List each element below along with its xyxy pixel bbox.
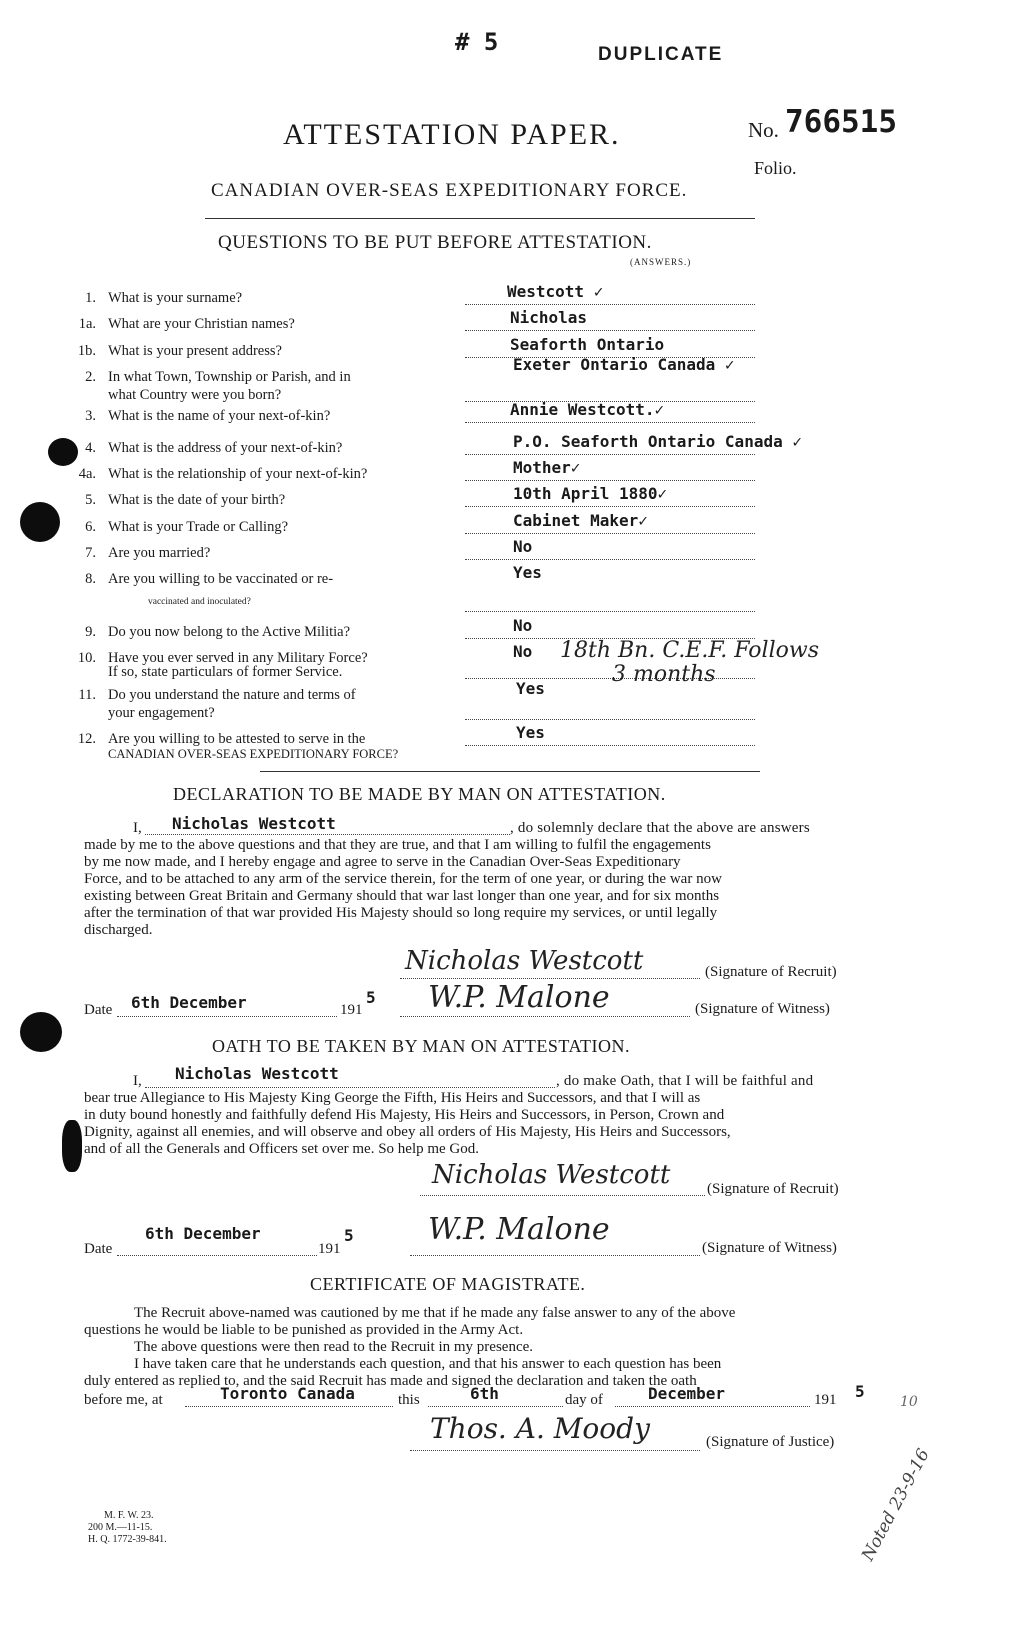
oath-name: Nicholas Westcott xyxy=(175,1064,339,1083)
question-number: 7. xyxy=(85,545,96,561)
declaration-line: by me now made, and I hereby engage and agree to serve in the Canadian Over-Seas Expeditionary xyxy=(84,854,681,870)
handwritten-service-duration: 3 months xyxy=(612,662,716,687)
certificate-line: I have taken care that he understands each question, and that his answer to each question has been xyxy=(134,1356,722,1372)
certificate-place: Toronto Canada xyxy=(220,1384,355,1403)
answer-value: Annie Westcott.✓ xyxy=(510,400,665,419)
question-text-continued: CANADIAN OVER-SEAS EXPEDITIONARY FORCE? xyxy=(108,747,399,761)
answer-value: Mother✓ xyxy=(513,458,581,477)
certificate-line: questions he would be liable to be punished as provided in the Army Act. xyxy=(84,1322,524,1338)
declaration-line1-tail: , do solemnly declare that the above are answers xyxy=(510,820,810,836)
answer-line xyxy=(465,422,755,423)
question-number: 1. xyxy=(85,290,96,306)
serial-number: 766515 xyxy=(785,104,897,140)
certificate-line: The above questions were then read to the Recruit in my presence. xyxy=(134,1339,534,1355)
certificate-month: December xyxy=(648,1384,726,1403)
question-text: Are you married? xyxy=(108,545,211,561)
oath-line1-tail: , do make Oath, that I will be faithful and xyxy=(556,1073,814,1089)
oath-name-line xyxy=(145,1087,555,1088)
question-text: Have you ever served in any Military Force? xyxy=(108,650,368,666)
questions-divider xyxy=(260,771,760,772)
answer-value: Seaforth Ontario xyxy=(510,335,665,354)
question-number: 4. xyxy=(85,440,96,456)
certificate-place-line xyxy=(185,1406,393,1407)
question-text: What is the name of your next-of-kin? xyxy=(108,408,331,424)
oath-year-digit: 5 xyxy=(344,1226,354,1245)
certificate-month-line xyxy=(615,1406,810,1407)
question-number: 5. xyxy=(85,492,96,508)
oath-body xyxy=(84,1090,884,1158)
answer-value: Westcott ✓ xyxy=(507,282,604,301)
answer-line xyxy=(465,330,755,331)
declaration-date: 6th December xyxy=(131,993,247,1012)
folio-label: Folio. xyxy=(754,158,797,178)
question-text-continued: what Country were you born? xyxy=(108,387,282,403)
question-number: 8. xyxy=(85,571,96,587)
certificate-year-digit: 5 xyxy=(855,1382,865,1401)
document-subtitle: CANADIAN OVER-SEAS EXPEDITIONARY FORCE. xyxy=(211,180,688,201)
declaration-date-line xyxy=(117,1016,337,1017)
question-number: 1a. xyxy=(78,316,96,332)
justice-signature-line xyxy=(410,1450,700,1451)
day-of-label: day of xyxy=(565,1392,603,1408)
certificate-day-line xyxy=(428,1406,563,1407)
form-code-line: 200 M.—11-15. xyxy=(88,1522,153,1533)
oath-recruit-signature: Nicholas Westcott xyxy=(432,1160,671,1190)
oath-recruit-signature-label: (Signature of Recruit) xyxy=(707,1181,839,1197)
answer-line xyxy=(465,533,755,534)
answer-line xyxy=(465,559,755,560)
answer-value: Nicholas xyxy=(510,308,588,327)
question-number: 1b. xyxy=(77,343,96,359)
certificate-heading: CERTIFICATE OF MAGISTRATE. xyxy=(310,1274,586,1294)
oath-witness-signature-line xyxy=(410,1255,700,1256)
answer-value: Cabinet Maker✓ xyxy=(513,511,648,530)
questions-heading: QUESTIONS TO BE PUT BEFORE ATTESTATION. xyxy=(218,232,652,253)
witness-signature-label: (Signature of Witness) xyxy=(695,1001,830,1017)
question-number: 9. xyxy=(85,624,96,640)
declaration-i: I, xyxy=(133,820,142,836)
question-text: What is your Trade or Calling? xyxy=(108,519,289,535)
oath-heading: OATH TO BE TAKEN BY MAN ON ATTESTATION. xyxy=(212,1036,630,1056)
answer-line xyxy=(465,506,755,507)
oath-year-prefix: 191 xyxy=(318,1241,341,1257)
declaration-line: made by me to the above questions and that they are true, and that I am willing to fulfil the engagements xyxy=(84,837,711,853)
question-number: 11. xyxy=(78,687,96,703)
punch-hole-4 xyxy=(62,1120,82,1172)
witness-signature-line xyxy=(400,1016,690,1017)
question-number: 2. xyxy=(85,369,96,385)
question-text: Do you now belong to the Active Militia? xyxy=(108,624,351,640)
oath-date-label: Date xyxy=(84,1241,113,1257)
declaration-date-label: Date xyxy=(84,1002,113,1018)
question-number: 6. xyxy=(85,519,96,535)
declaration-body xyxy=(84,837,884,939)
certificate-line: duly entered as replied to, and the said Recruit has made and signed the declaration and taken the oath xyxy=(84,1373,697,1389)
declaration-line: discharged. xyxy=(84,922,153,938)
justice-signature-label: (Signature of Justice) xyxy=(706,1434,835,1450)
certificate-line: The Recruit above-named was cautioned by me that if he made any false answer to any of the above xyxy=(134,1305,736,1321)
answer-value: Yes xyxy=(513,563,542,582)
answer-line xyxy=(465,480,755,481)
answer-line xyxy=(465,745,755,746)
oath-date-line xyxy=(117,1255,317,1256)
document-title: ATTESTATION PAPER. xyxy=(283,118,621,151)
answer-value: Yes xyxy=(516,723,545,742)
answer-line xyxy=(465,611,755,612)
question-number: 12. xyxy=(77,731,96,747)
answer-value: 10th April 1880✓ xyxy=(513,484,668,503)
answer-value: No xyxy=(513,537,533,556)
question-text: What is your surname? xyxy=(108,290,243,306)
answer-value: No xyxy=(513,616,533,635)
answer-value: Exeter Ontario Canada ✓ xyxy=(513,355,735,374)
number-mark: # 5 xyxy=(455,28,499,56)
recruit-signature-label: (Signature of Recruit) xyxy=(705,964,837,980)
duplicate-stamp: DUPLICATE xyxy=(598,44,724,65)
answers-label: (ANSWERS.) xyxy=(630,257,692,267)
form-code xyxy=(88,1510,167,1546)
oath-witness-signature-label: (Signature of Witness) xyxy=(702,1240,837,1256)
punch-hole-2 xyxy=(20,502,60,542)
recruit-signature: Nicholas Westcott xyxy=(405,946,644,976)
declaration-year-prefix: 191 xyxy=(340,1002,363,1018)
declaration-line: after the termination of that war provided His Majesty should so long require my services, or until legally xyxy=(84,905,718,921)
question-text: Are you willing to be attested to serve in the xyxy=(108,731,366,747)
witness-signature: W.P. Malone xyxy=(428,980,610,1015)
declaration-line: existing between Great Britain and Germany should that war last longer than one year, and for six months xyxy=(84,888,720,904)
declaration-year-digit: 5 xyxy=(366,988,376,1007)
number-label: No. xyxy=(748,118,779,142)
answer-line xyxy=(465,454,755,455)
this-label: this xyxy=(398,1392,420,1408)
question-text-continued: If so, state particulars of former Service. xyxy=(108,664,343,680)
before-me-label: before me, at xyxy=(84,1392,163,1408)
declaration-heading: DECLARATION TO BE MADE BY MAN ON ATTESTATION. xyxy=(173,784,666,804)
certificate-body xyxy=(84,1305,884,1390)
oath-line: Dignity, against all enemies, and will observe and obey all orders of His Majesty, His Heirs and Successors, xyxy=(84,1124,731,1140)
answer-line xyxy=(465,719,755,720)
oath-line: in duty bound honestly and faithfully defend His Majesty, His Heirs and Successors, in Person, Crown and xyxy=(84,1107,725,1123)
form-code-line: M. F. W. 23. xyxy=(104,1510,154,1521)
oath-i: I, xyxy=(133,1073,142,1089)
form-code-line: H. Q. 1772-39-841. xyxy=(88,1534,167,1545)
margin-mark: 10 xyxy=(900,1394,918,1410)
question-number: 10. xyxy=(77,650,96,666)
answer-value: Yes xyxy=(516,679,545,698)
declaration-line: Force, and to be attached to any arm of the service therein, for the term of one year, or during the war now xyxy=(84,871,722,887)
oath-line: bear true Allegiance to His Majesty King George the Fifth, His Heirs and Successors, and that I will as xyxy=(84,1090,701,1106)
question-text-continued: your engagement? xyxy=(108,705,215,721)
question-text: What is the relationship of your next-of-kin? xyxy=(108,466,368,482)
justice-signature: Thos. A. Moody xyxy=(430,1412,650,1445)
question-number: 3. xyxy=(85,408,96,424)
question-text: What is the date of your birth? xyxy=(108,492,286,508)
question-text-continued: vaccinated and inoculated? xyxy=(148,597,251,607)
declaration-name-line xyxy=(145,834,510,835)
margin-note: Noted 23-9-16 xyxy=(858,1445,934,1565)
answer-line xyxy=(465,304,755,305)
punch-hole-3 xyxy=(20,1012,62,1052)
question-text: In what Town, Township or Parish, and in xyxy=(108,369,351,385)
oath-recruit-signature-line xyxy=(420,1195,705,1196)
oath-witness-signature: W.P. Malone xyxy=(428,1212,610,1247)
oath-date: 6th December xyxy=(145,1224,261,1243)
handwritten-service-note: 18th Bn. C.E.F. Follows xyxy=(560,638,819,663)
question-text: What is the address of your next-of-kin? xyxy=(108,440,343,456)
header-divider xyxy=(205,218,755,219)
answer-value: P.O. Seaforth Ontario Canada ✓ xyxy=(513,432,802,451)
question-text: Do you understand the nature and terms of xyxy=(108,687,356,703)
question-number: 4a. xyxy=(78,466,96,482)
question-text: Are you willing to be vaccinated or re- xyxy=(108,571,334,587)
question-text: What are your Christian names? xyxy=(108,316,295,332)
question-text: What is your present address? xyxy=(108,343,282,359)
oath-line: and of all the Generals and Officers set over me. So help me God. xyxy=(84,1141,480,1157)
answer-value: No xyxy=(513,642,533,661)
recruit-signature-line xyxy=(400,978,700,979)
certificate-day: 6th xyxy=(470,1384,499,1403)
certificate-year-prefix: 191 xyxy=(814,1392,837,1408)
declaration-name: Nicholas Westcott xyxy=(172,814,336,833)
